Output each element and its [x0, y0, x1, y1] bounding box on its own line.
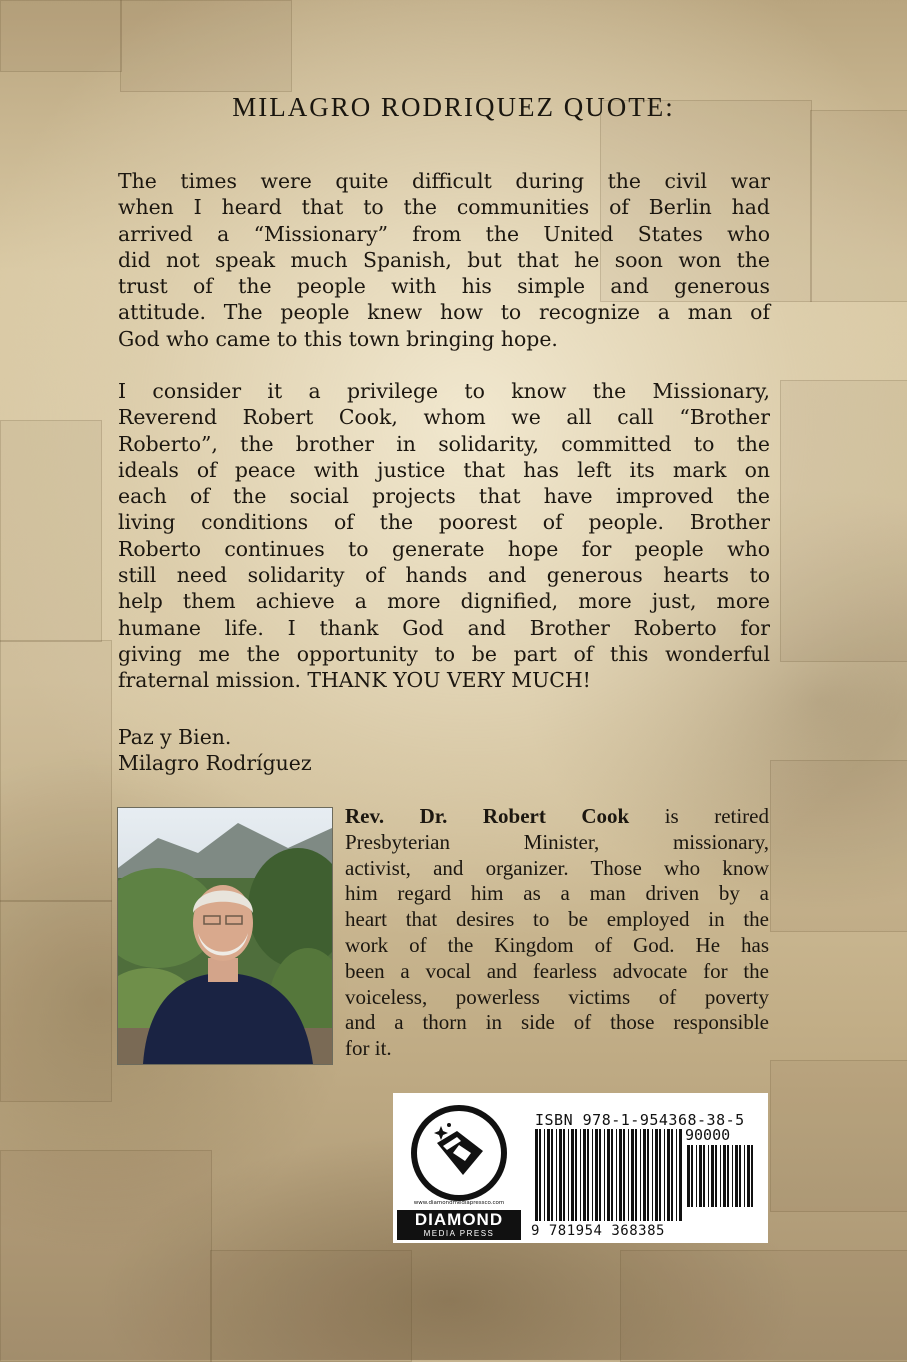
publisher-url: www.diamondmediapressco.com	[413, 1200, 505, 1206]
barcode-bar	[599, 1129, 601, 1221]
quote-signoff	[118, 724, 312, 777]
barcode-bar	[699, 1145, 702, 1207]
barcode-bar	[575, 1129, 577, 1221]
text-line: help them achieve a more dignified, more just, more	[118, 589, 770, 614]
barcode-bar	[659, 1129, 661, 1221]
barcode-bar	[667, 1129, 670, 1221]
barcode-bar	[607, 1129, 610, 1221]
text-line: I consider it a privilege to know the Missionary,	[118, 379, 770, 403]
text-line: arrived a “Missionary” from the United States who	[118, 221, 770, 246]
text-line: fraternal mission. THANK YOU VERY MUCH!	[118, 668, 591, 693]
barcode-bar	[751, 1145, 753, 1207]
barcode-addon-bars	[687, 1145, 757, 1207]
text-line: Roberto”, the brother in solidarity, committed to the	[118, 431, 770, 456]
author-photo	[117, 807, 333, 1065]
barcode-bar	[568, 1129, 569, 1221]
publisher-barcode-panel	[393, 1093, 768, 1243]
text-line: living conditions of the poorest of people. Brother	[118, 510, 770, 535]
text-line: Reverend Robert Cook, whom we all call “Brother	[118, 405, 770, 430]
barcode-bar	[655, 1129, 658, 1221]
barcode-bar	[595, 1129, 598, 1221]
text-line: each of the social projects that have improved the	[118, 484, 770, 509]
barcode-bar	[571, 1129, 574, 1221]
barcode-bar	[652, 1129, 653, 1221]
barcode-bars	[535, 1129, 685, 1221]
text-line: and a thorn in side of those responsible	[345, 1010, 769, 1035]
text-line	[345, 804, 769, 830]
barcode-bar	[563, 1129, 565, 1221]
barcode-bar	[696, 1145, 697, 1207]
text-line: work of the Kingdom of God. He has	[345, 932, 769, 957]
publisher-subtitle: MEDIA PRESS	[423, 1229, 495, 1238]
barcode-bar	[539, 1129, 541, 1221]
text-line: giving me the opportunity to be part of this wonderful	[118, 641, 770, 666]
barcode-bar	[580, 1129, 581, 1221]
barcode-bar	[679, 1129, 682, 1221]
text-line: him regard him as a man driven by a	[345, 881, 769, 906]
barcode-bar	[556, 1129, 557, 1221]
barcode-bar	[628, 1129, 629, 1221]
diamond-logo-icon	[399, 1101, 517, 1205]
barcode-bar	[587, 1129, 589, 1221]
barcode-bar	[643, 1129, 646, 1221]
barcode-bar	[735, 1145, 738, 1207]
text-line: been a vocal and fearless advocate for the	[345, 958, 769, 983]
barcode-bar	[727, 1145, 729, 1207]
text-line: did not speak much Spanish, but that he soon won the	[118, 247, 770, 272]
barcode-bar	[640, 1129, 641, 1221]
barcode-bar	[547, 1129, 550, 1221]
text-line: attitude. The people knew how to recognize a man of	[118, 300, 770, 325]
barcode-bar	[676, 1129, 677, 1221]
barcode-bar	[720, 1145, 721, 1207]
barcode-bar	[703, 1145, 705, 1207]
barcode-bar	[664, 1129, 665, 1221]
quote-paragraph-1	[118, 168, 770, 352]
barcode-bar	[604, 1129, 605, 1221]
barcode-bar	[747, 1145, 750, 1207]
author-name: Rev. Dr. Robert Cook	[345, 804, 630, 828]
barcode-bar	[671, 1129, 673, 1221]
barcode-bar	[744, 1145, 745, 1207]
barcode-bar	[631, 1129, 634, 1221]
text-line: when I heard that to the communities of Berlin had	[118, 195, 770, 220]
text-line: activist, and organizer. Those who know	[345, 855, 769, 880]
text-line: for it.	[345, 1036, 392, 1061]
text-line: voiceless, powerless victims of poverty	[345, 984, 769, 1009]
barcode-bar	[715, 1145, 717, 1207]
text-line: Presbyterian Minister, missionary,	[345, 829, 769, 854]
barcode	[527, 1093, 768, 1243]
barcode-bar	[623, 1129, 625, 1221]
isbn-text: ISBN 978-1-954368-38-5	[535, 1111, 745, 1129]
barcode-bar	[635, 1129, 637, 1221]
barcode-bar	[583, 1129, 586, 1221]
barcode-bar	[691, 1145, 693, 1207]
closing-text: Paz y Bien.	[118, 725, 232, 749]
text-line: God who came to this town bringing hope.	[118, 326, 558, 351]
barcode-bar	[732, 1145, 733, 1207]
price-code: 90000	[685, 1126, 731, 1144]
barcode-bar	[647, 1129, 649, 1221]
barcode-bar	[739, 1145, 741, 1207]
publisher-wordmark	[397, 1210, 521, 1240]
quote-paragraph-2	[118, 378, 770, 694]
barcode-bar	[559, 1129, 562, 1221]
quote-heading: MILAGRO RODRIQUEZ QUOTE:	[232, 92, 675, 122]
barcode-bar	[708, 1145, 709, 1207]
barcode-bar	[551, 1129, 553, 1221]
barcode-bar	[592, 1129, 593, 1221]
barcode-bar	[544, 1129, 545, 1221]
barcode-bar	[611, 1129, 613, 1221]
bio-first-line-rest: is retired	[629, 804, 769, 828]
text-line: heart that desires to be employed in the	[345, 907, 769, 932]
text-line: trust of the people with his simple and generous	[118, 274, 770, 299]
barcode-bar	[723, 1145, 726, 1207]
text-line: ideals of peace with justice that has left its mark on	[118, 457, 770, 482]
ean-digits: 9 781954 368385	[531, 1223, 665, 1239]
signature-text: Milagro Rodríguez	[118, 751, 312, 776]
text-line: The times were quite difficult during the civil war	[118, 169, 770, 193]
publisher-name: DIAMOND	[414, 1210, 504, 1229]
author-bio	[345, 804, 769, 1062]
text-line: Roberto continues to generate hope for people who	[118, 536, 770, 561]
barcode-bar	[711, 1145, 714, 1207]
barcode-bar	[619, 1129, 622, 1221]
barcode-bar	[616, 1129, 617, 1221]
text-line: still need solidarity of hands and generous hearts to	[118, 563, 770, 588]
barcode-bar	[535, 1129, 538, 1221]
text-line: humane life. I thank God and Brother Roberto for	[118, 615, 770, 640]
barcode-bar	[687, 1145, 690, 1207]
